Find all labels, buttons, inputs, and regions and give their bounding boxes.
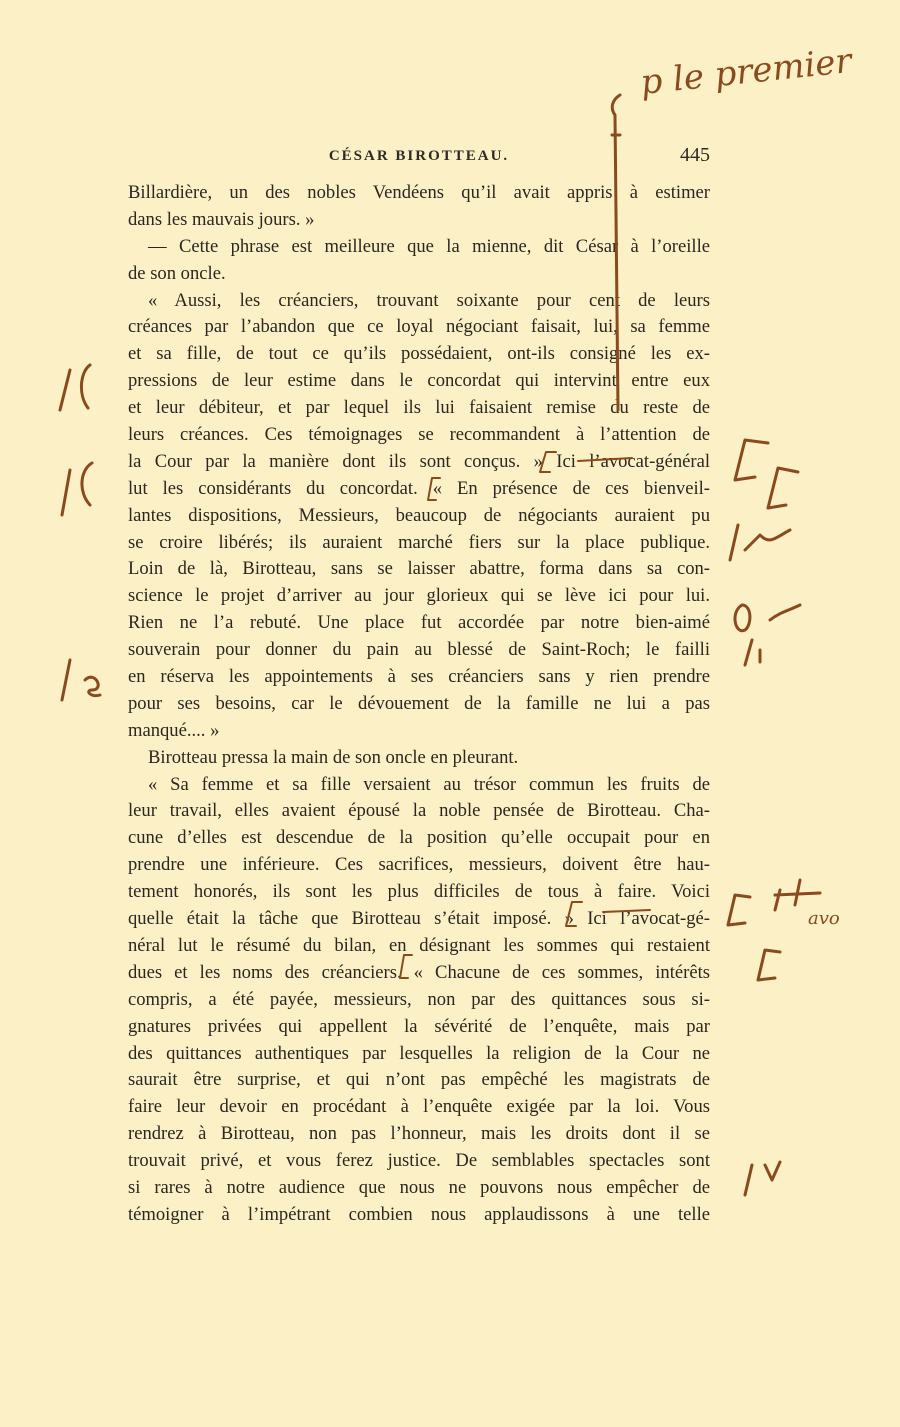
text-line: Birotteau pressa la main de son oncle en pleurant.	[148, 746, 519, 768]
text-line: dans les mauvais jours. »	[128, 208, 315, 230]
right-annotation-6b: avo	[808, 908, 840, 929]
text-line: et leur débiteur, et par lequel ils lui faisaient remise du reste de	[128, 397, 710, 419]
text-line: Rien ne l’a rebuté. Une place fut accordée par notre bien-aimé	[128, 612, 710, 634]
text-line: se croire libérés; ils auraient marché fiers sur la place publique.	[128, 531, 710, 553]
text-line: compris, a été payée, messieurs, non par des quittances sous si-	[128, 988, 710, 1010]
text-line: gnatures privées qui appellent la sévérité de l’enquête, mais par	[128, 1015, 710, 1037]
text-line: manqué.... »	[128, 719, 220, 741]
text-line: tement honorés, ils sont les plus difficiles de tous à faire. Voici	[128, 881, 710, 903]
text-line: « Aussi, les créanciers, trouvant soixante pour cent de leurs	[148, 289, 710, 311]
text-line: si rares à notre audience que nous ne pouvons nous empêcher de	[128, 1176, 710, 1198]
body-text	[128, 180, 710, 1229]
text-line: pressions de leur estime dans le concordat qui intervint entre eux	[128, 370, 710, 392]
text-line: créances par l’abandon que ce loyal négociant faisait, lui, sa femme	[128, 316, 710, 338]
text-line: quelle était la tâche que Birotteau s’était imposé. » Ici l’avocat-gé-	[128, 908, 710, 930]
text-line: saurait être surprise, et qui n’ont pas empêché les magistrats de	[128, 1069, 710, 1091]
text-line: de son oncle.	[128, 262, 226, 284]
text-line: cune d’elles est descendue de la position qu’elle occupait pour en	[128, 827, 710, 849]
text-line: pour ses besoins, car le dévouement de la famille ne lui a pas	[128, 692, 710, 714]
text-line: témoigner à l’impétrant combien nous applaudissons à une telle	[128, 1203, 710, 1225]
text-line: prendre une inférieure. Ces sacrifices, messieurs, doivent être hau-	[128, 854, 710, 876]
text-line: et sa fille, de tout ce qu’ils possédaient, ont-ils consigné les ex-	[128, 343, 710, 365]
text-line: leur travail, elles avaient épousé la noble pensée de Birotteau. Cha-	[128, 800, 710, 822]
text-line: rendrez à Birotteau, non pas l’honneur, mais les droits dont il se	[128, 1123, 710, 1145]
text-line: Loin de là, Birotteau, sans se laisser abattre, forma dans sa con-	[128, 558, 710, 580]
text-line: science le projet d’arriver au jour glorieux qui se lève ici pour lui.	[128, 585, 710, 607]
text-line: leurs créances. Ces témoignages se recommandent à l’attention de	[128, 424, 710, 446]
text-line: des quittances authentiques par lesquelles la religion de la Cour ne	[128, 1042, 710, 1064]
page-number: 445	[680, 144, 710, 166]
text-line: trouvait privé, et vous ferez justice. De semblables spectacles sont	[128, 1150, 710, 1172]
text-line: — Cette phrase est meilleure que la mienne, dit César à l’oreille	[148, 235, 710, 257]
text-line: en réserva les appointements à ses créanciers sans y rien prendre	[128, 666, 710, 688]
running-title: CÉSAR BIROTTEAU.	[328, 148, 510, 164]
page-header	[128, 144, 710, 174]
text-line: souverain pour donner du pain au blessé de Saint-Roch; le failli	[128, 639, 710, 661]
text-line: la Cour par la manière dont ils sont conçus. » Ici l’avocat-général	[128, 450, 710, 472]
top-right-annotation: p le premier	[638, 41, 854, 103]
text-line: faire leur devoir en procédant à l’enquête exigée par la loi. Vous	[128, 1096, 710, 1118]
text-line: lut les considérants du concordat. « En présence de ces bienveil-	[128, 477, 710, 499]
text-line: dues et les noms des créanciers. « Chacune de ces sommes, intérêts	[128, 961, 710, 983]
text-line: « Sa femme et sa fille versaient au trésor commun les fruits de	[148, 773, 710, 795]
text-line: néral lut le résumé du bilan, en désignant les sommes qui restaient	[128, 934, 710, 956]
text-line: Billardière, un des nobles Vendéens qu’il avait appris à estimer	[128, 182, 710, 203]
text-line: lantes dispositions, Messieurs, beaucoup de négociants auraient pu	[128, 504, 710, 526]
